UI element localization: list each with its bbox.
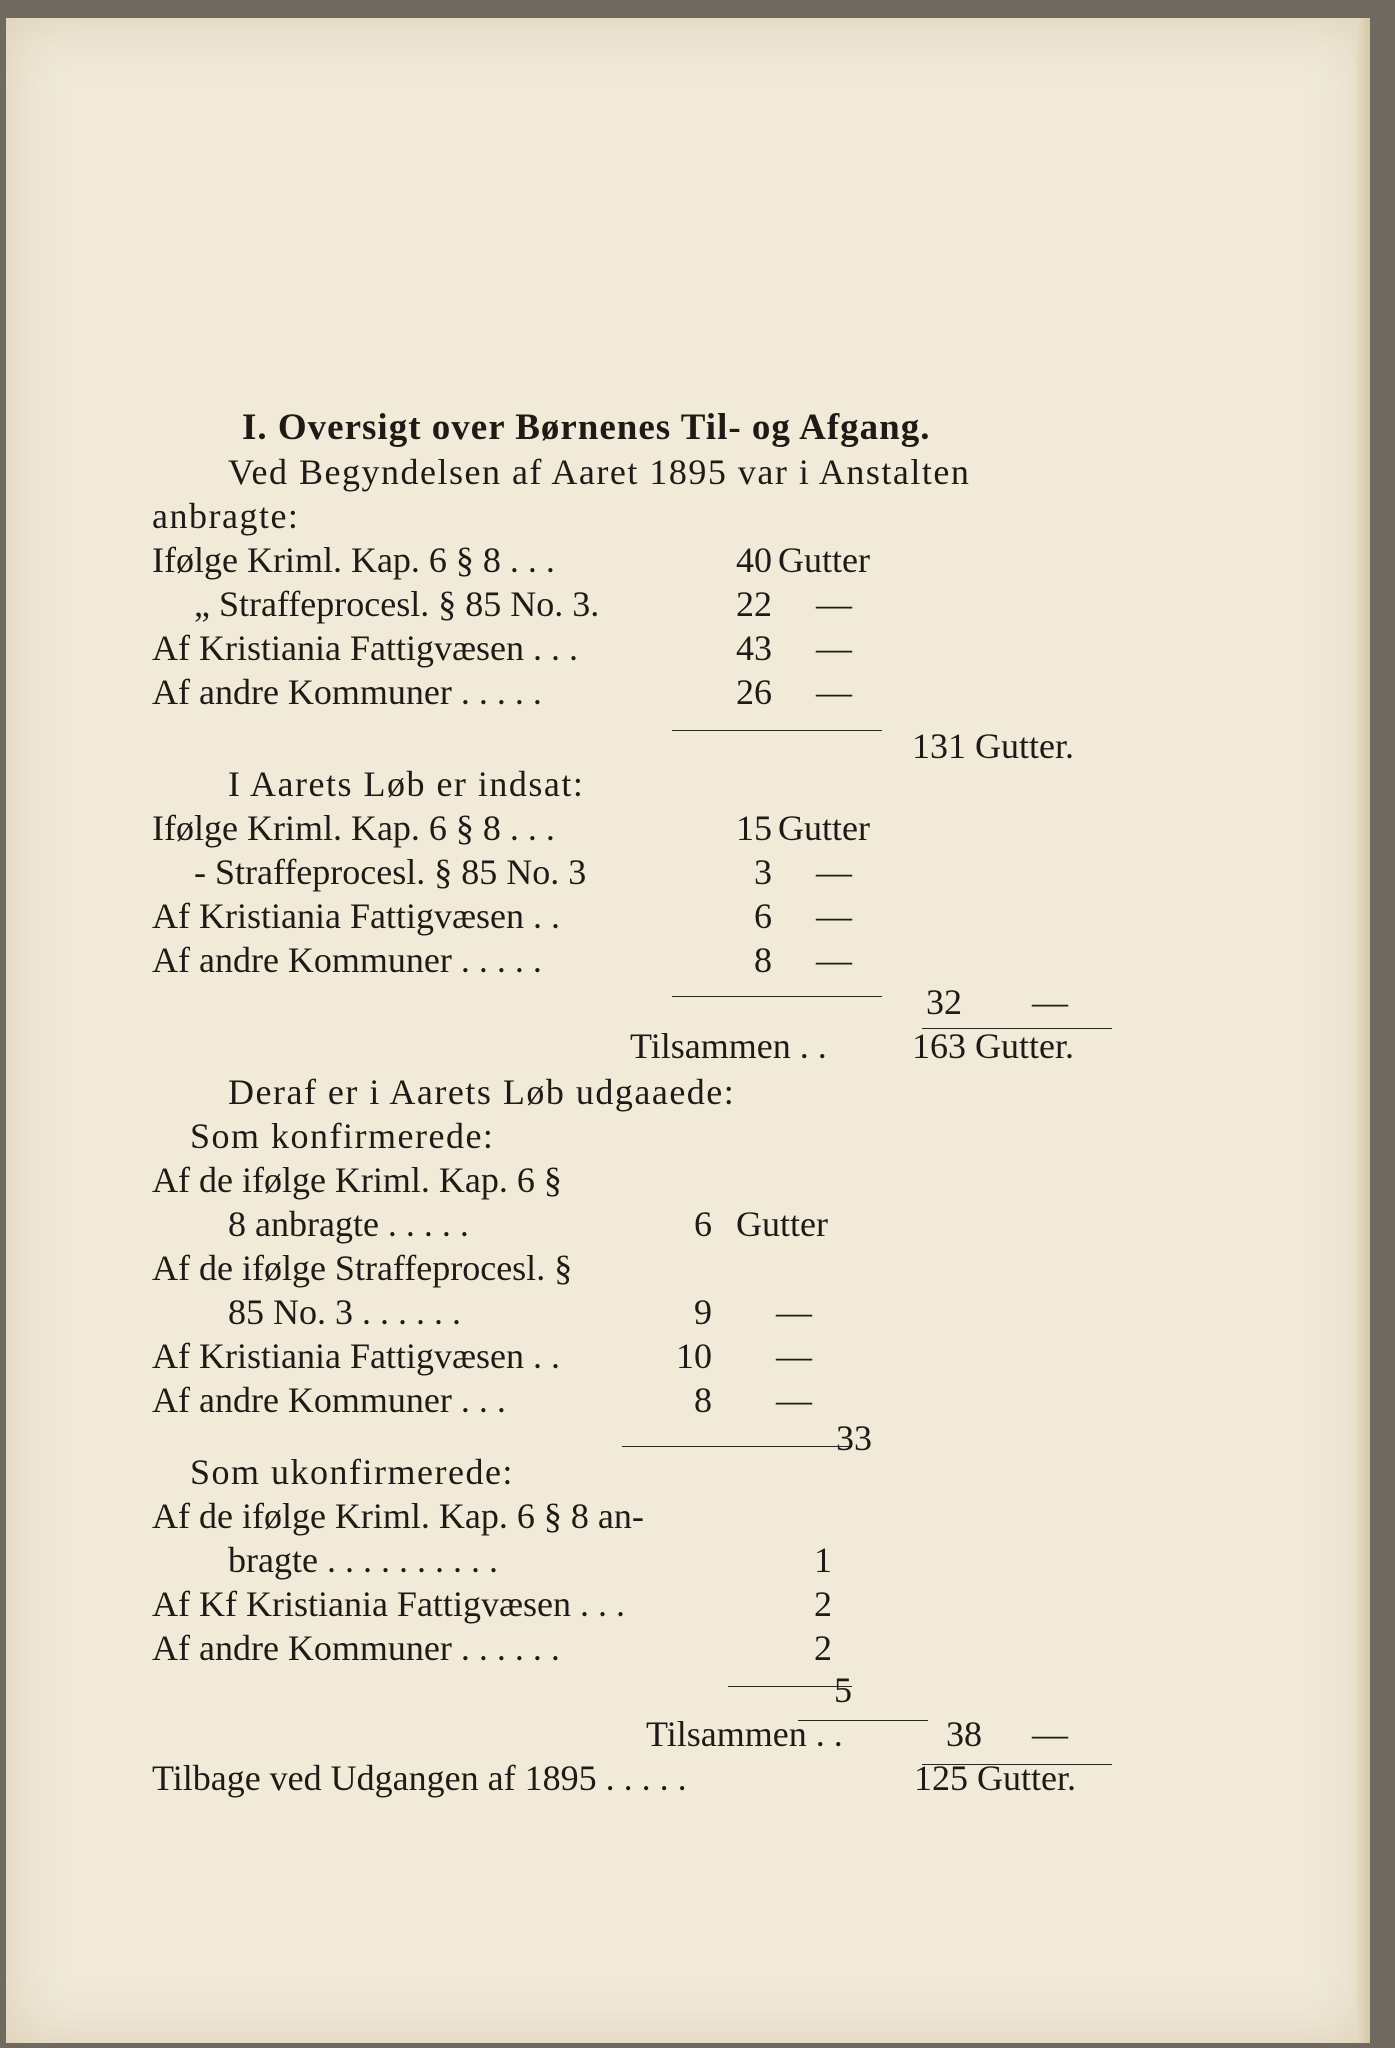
row-unit: —	[816, 672, 852, 712]
row-unit: Gutter	[736, 1204, 828, 1244]
row-value: 8	[694, 1380, 712, 1420]
total2-label: Tilsammen . .	[646, 1714, 843, 1754]
row-unit: —	[816, 852, 852, 892]
intro-line-1: Ved Begyndelsen af Aaret 1895 var i Anstalten	[228, 452, 971, 492]
row-value: 3	[754, 852, 772, 892]
row-value: 15	[736, 808, 772, 848]
row-value: 26	[736, 672, 772, 712]
row-label: 8 anbragte . . . . .	[228, 1204, 469, 1244]
row-value: 6	[754, 896, 772, 936]
row-value: 6	[694, 1204, 712, 1244]
total1-value: 163 Gutter.	[912, 1026, 1074, 1066]
subtotal-rule	[672, 730, 882, 731]
intake-subtotal-unit: —	[1032, 982, 1068, 1022]
book-page	[6, 18, 1370, 2043]
intake-heading: I Aarets Løb er indsat:	[228, 764, 585, 804]
row-value: 43	[736, 628, 772, 668]
row-unit: Gutter	[778, 808, 870, 848]
row-value: 40	[736, 540, 772, 580]
row-unit: —	[776, 1336, 812, 1376]
row-unit: —	[816, 896, 852, 936]
start-total: 131 Gutter.	[912, 726, 1074, 766]
final-value: 125 Gutter.	[914, 1758, 1076, 1798]
row-unit: —	[816, 628, 852, 668]
row-label: Af andre Kommuner . . . . .	[152, 672, 542, 712]
row-label: Af de ifølge Kriml. Kap. 6 §	[152, 1160, 562, 1200]
row-unit: —	[776, 1292, 812, 1332]
row-label: Af Kf Kristiania Fattigvæsen . . .	[152, 1584, 625, 1624]
total2-value: 38	[946, 1714, 982, 1754]
unconfirmed-heading: Som ukonfirmerede:	[190, 1452, 514, 1492]
row-label: Ifølge Kriml. Kap. 6 § 8 . . .	[152, 540, 555, 580]
page-edge	[1356, 18, 1370, 2043]
departed-heading: Deraf er i Aarets Løb udgaaede:	[228, 1072, 736, 1112]
row-label: 85 No. 3 . . . . . .	[228, 1292, 461, 1332]
intro-line-2: anbragte:	[152, 496, 300, 536]
row-label: Af andre Kommuner . . . . .	[152, 940, 542, 980]
row-label: bragte . . . . . . . . . .	[228, 1540, 498, 1580]
final-label: Tilbage ved Udgangen af 1895 . . . . .	[152, 1758, 687, 1798]
confirmed-subtotal: 33	[836, 1418, 872, 1458]
row-value: 2	[814, 1584, 832, 1624]
row-label: Af Kristiania Fattigvæsen . . .	[152, 628, 578, 668]
row-value: 22	[736, 584, 772, 624]
total2-unit: —	[1032, 1714, 1068, 1754]
row-label: „ Straffeprocesl. § 85 No. 3.	[194, 584, 600, 624]
total1-label: Tilsammen . .	[630, 1026, 827, 1066]
confirmed-heading: Som konfirmerede:	[190, 1116, 495, 1156]
row-label: Af de ifølge Kriml. Kap. 6 § 8 an-	[152, 1496, 644, 1536]
row-unit: —	[816, 940, 852, 980]
row-label: - Straffeprocesl. § 85 No. 3	[194, 852, 587, 892]
row-label: Af andre Kommuner . . .	[152, 1380, 506, 1420]
row-value: 2	[814, 1628, 832, 1668]
section-heading: I. Oversigt over Børnenes Til- og Afgang.	[242, 407, 931, 448]
row-label: Af Kristiania Fattigvæsen . .	[152, 1336, 560, 1376]
row-unit: —	[776, 1380, 812, 1420]
row-unit: —	[816, 584, 852, 624]
intake-subtotal-value: 32	[926, 982, 962, 1022]
subtotal-rule	[672, 996, 882, 997]
row-value: 10	[676, 1336, 712, 1376]
row-value: 1	[814, 1540, 832, 1580]
row-label: Af andre Kommuner . . . . . .	[152, 1628, 560, 1668]
row-label: Af Kristiania Fattigvæsen . .	[152, 896, 560, 936]
unconfirmed-subtotal: 5	[834, 1670, 852, 1710]
row-value: 8	[754, 940, 772, 980]
row-value: 9	[694, 1292, 712, 1332]
row-unit: Gutter	[778, 540, 870, 580]
row-label: Ifølge Kriml. Kap. 6 § 8 . . .	[152, 808, 555, 848]
row-label: Af de ifølge Straffeprocesl. §	[152, 1248, 573, 1288]
